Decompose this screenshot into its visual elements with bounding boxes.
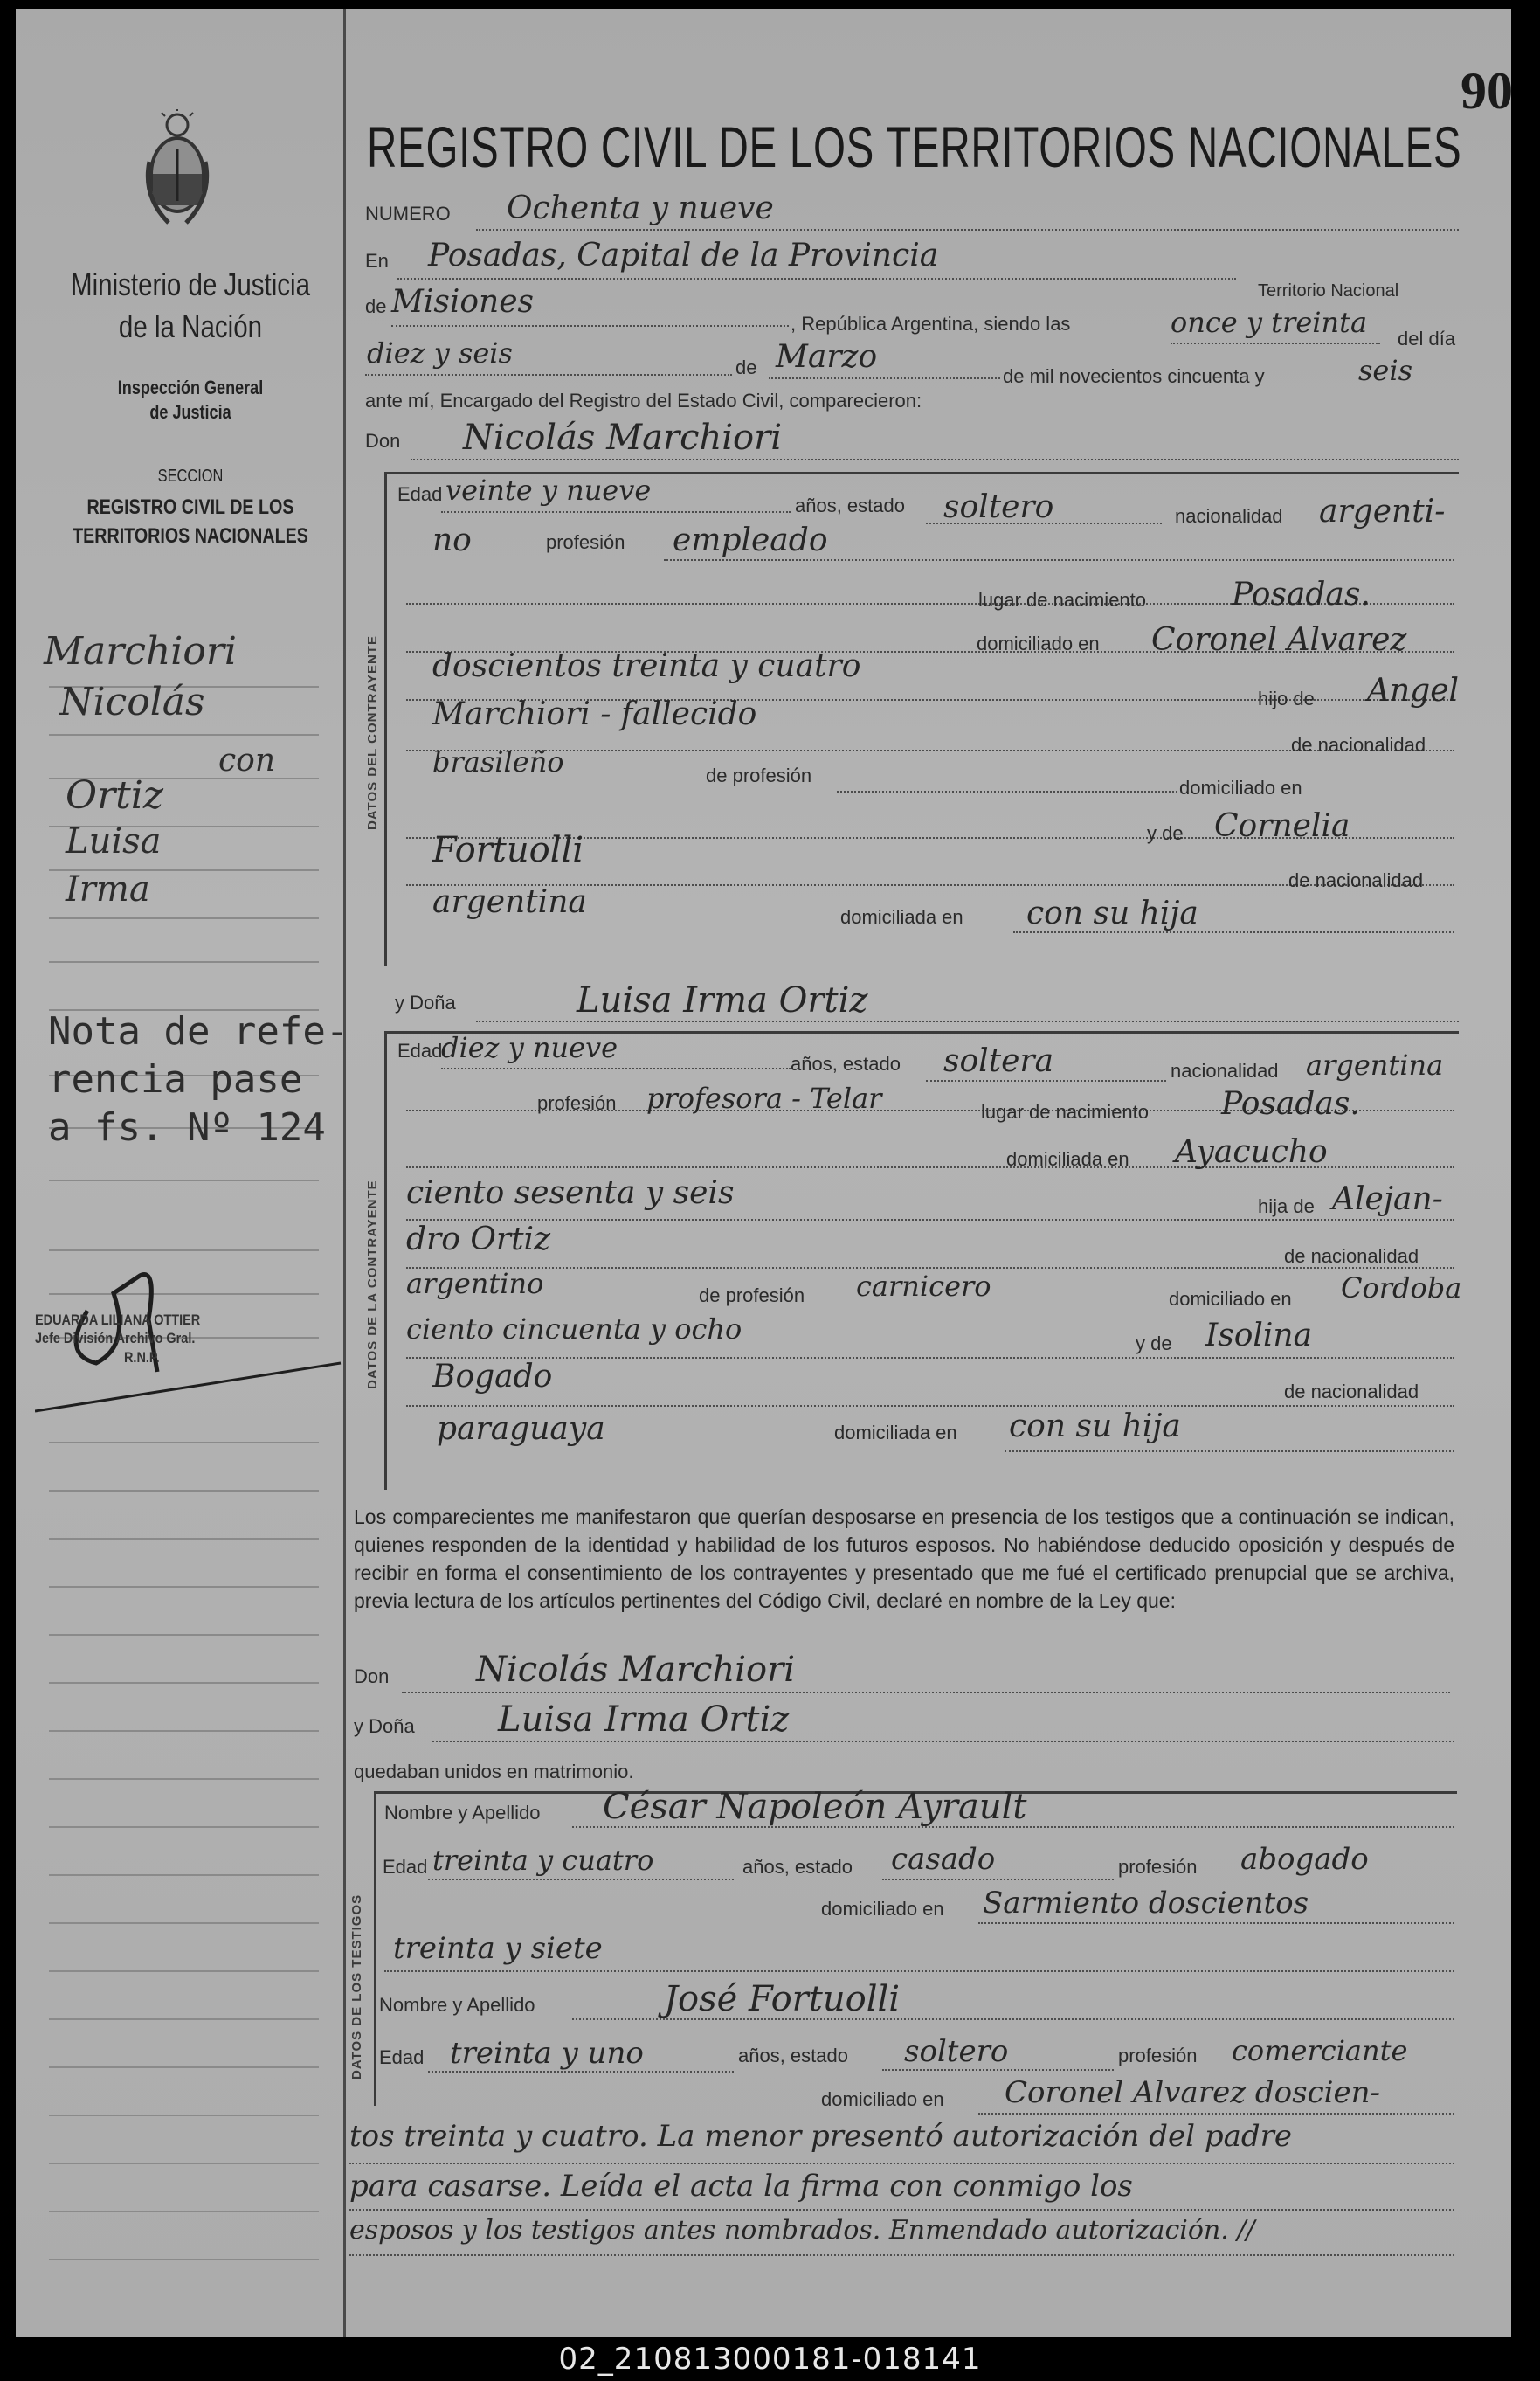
f-de-profesion: de profesión [699, 1284, 805, 1306]
ante-text: ante mí, Encargado del Registro del Estado Civil, comparecieron: [365, 390, 922, 412]
document-title: REGISTRO CIVIL DE LOS TERRITORIOS NACIONALES [367, 114, 1462, 179]
f-domicilio-value: Ayacucho [1175, 1134, 1328, 1170]
t2-anios-estado: años, estado [738, 2045, 848, 2066]
margin-name-2: Luisa [66, 821, 162, 862]
decl-dona-value: Luisa Irma Ortiz [498, 1699, 790, 1740]
c-domiciliada-en: domiciliada en [840, 906, 963, 928]
t2-edad-label: Edad [379, 2046, 425, 2068]
de-value: Misiones [391, 284, 535, 320]
t2-profesion-label: profesión [1118, 2045, 1198, 2066]
numero-label: NUMERO [365, 203, 451, 225]
ministry-name-2: de la Nación [118, 308, 263, 344]
margin-surname-1: Marchiori [44, 629, 237, 674]
t2-nombre-label: Nombre y Apellido [379, 1994, 535, 2016]
territorio-label: Territorio Nacional [1258, 281, 1399, 301]
f-nacionalidad-label: nacionalidad [1171, 1060, 1279, 1082]
hora-value: once y treinta [1171, 306, 1368, 339]
c-domicilio-label: domiciliado en [977, 633, 1100, 654]
margin-column [16, 9, 346, 2337]
del-dia-label: del día [1398, 328, 1456, 350]
t2-domiciliado-en: domiciliado en [821, 2088, 944, 2110]
closing-line-1: tos treinta y cuatro. La menor presentó autorización del padre [349, 2119, 1293, 2154]
testigos-side-label: DATOS DE LOS TESTIGOS [349, 1893, 364, 2080]
t2-prof-value: comerciante [1232, 2034, 1408, 2067]
decl-unidos: quedaban unidos en matrimonio. [354, 1761, 634, 1782]
dona-label: y Doña [395, 992, 456, 1014]
f-madre-value-2: Bogado [432, 1359, 553, 1395]
f-madre-value: Isolina [1205, 1318, 1313, 1353]
de-mes-label: de [735, 356, 757, 378]
page-number: 90 [1461, 62, 1513, 120]
c-domicilio-value: Coronel Alvarez [1151, 622, 1407, 658]
c-de-profesion: de profesión [706, 765, 812, 786]
f-edad-value: diez y nueve [441, 1031, 618, 1064]
f-padre-prof: carnicero [856, 1270, 991, 1303]
c-nacionalidad-value: argenti- [1319, 494, 1446, 529]
decl-dona-label: y Doña [354, 1715, 415, 1737]
contrayenta-side-label: DATOS DE LA CONTRAYENTE [365, 1180, 380, 1389]
c-lugar-label: lugar de nacimiento [978, 589, 1147, 611]
footer-code: 02_210813000181-018141 [558, 2342, 982, 2377]
t1-profesion-label: profesión [1118, 1856, 1198, 1878]
t1-dom-value-2: treinta y siete [393, 1931, 603, 1966]
section-label: SECCION [157, 467, 224, 486]
f-lugar-label: lugar de nacimiento [981, 1101, 1150, 1123]
closing-line-2: para casarse. Leída el acta la firma con conmigo los [349, 2169, 1133, 2204]
c-lugar-value: Posadas. [1232, 577, 1371, 613]
c-de-nacionalidad: de nacionalidad [1291, 734, 1426, 756]
f-hija-label: hija de [1258, 1195, 1315, 1217]
f-padre-dom: Cordoba [1341, 1271, 1462, 1305]
t1-anios-estado: años, estado [742, 1856, 853, 1878]
decl-don-label: Don [354, 1665, 390, 1687]
margin-note-1: Nota de refe- [48, 1009, 349, 1054]
f-padre-dom-2: ciento cincuenta y ocho [406, 1312, 742, 1346]
dia-value: diez y seis [367, 336, 513, 370]
stamp-line-2: Jefe División Archivo Gral. [35, 1330, 196, 1347]
f-de-nacionalidad: de nacionalidad [1284, 1245, 1419, 1267]
c-edad-value: veinte y nueve [445, 474, 652, 507]
t2-name-value: José Fortuolli [664, 1979, 901, 2019]
stamp-line-1: EDUARDA LILIANA OTTIER [35, 1312, 201, 1328]
inspection-label: Inspección General [117, 377, 264, 398]
c-nacionalidad-label: nacionalidad [1175, 505, 1283, 527]
t2-estado-value: soltero [904, 2034, 1009, 2069]
c-nacionalidad-value-2: no [432, 523, 472, 558]
closing-line-3: esposos y los testigos antes nombrados. Enmendado autorización. // [349, 2215, 1255, 2246]
inspection-label-2: de Justicia [149, 401, 231, 423]
f-anios-estado: años, estado [791, 1053, 901, 1075]
c-padre-value: Angel [1367, 673, 1460, 709]
anio-text: de mil novecientos cincuenta y [1003, 365, 1265, 387]
f-domicilio-value-2: ciento sesenta y seis [406, 1175, 735, 1211]
don-value: Nicolás Marchiori [463, 418, 783, 458]
c-de-nacionalidad-2: de nacionalidad [1288, 869, 1424, 891]
t1-edad-value: treinta y cuatro [432, 1844, 654, 1877]
f-madre-dom: con su hija [1009, 1409, 1181, 1444]
t1-name-value: César Napoleón Ayrault [603, 1787, 1027, 1827]
margin-note-3: a fs. Nº 124 [48, 1105, 326, 1150]
c-anios-estado: años, estado [795, 495, 905, 516]
official-stamp [35, 1311, 295, 1367]
margin-name-1: Nicolás [59, 680, 205, 724]
f-de-nacionalidad-2: de nacionalidad [1284, 1381, 1419, 1402]
c-padre-value-2: Marchiori - fallecido [432, 696, 757, 732]
f-domiciliada-en: domiciliada en [834, 1422, 957, 1443]
c-y-de: y de [1147, 822, 1184, 844]
f-estado-value: soltera [943, 1043, 1054, 1079]
coat-of-arms-icon [142, 109, 212, 232]
c-hijo-label: hijo de [1258, 688, 1315, 709]
margin-name-3: Irma [66, 869, 150, 910]
c-madre-dom: con su hija [1026, 896, 1198, 931]
f-domicilio-label: domiciliada en [1006, 1148, 1129, 1170]
c-domiciliado-en: domiciliado en [1179, 777, 1302, 799]
t1-nombre-label: Nombre y Apellido [384, 1802, 541, 1824]
numero-value: Ochenta y nueve [507, 190, 774, 226]
don-label: Don [365, 430, 401, 452]
f-nacionalidad-value: argentina [1306, 1049, 1444, 1082]
f-madre-nac: paraguaya [437, 1411, 605, 1447]
f-padre-nac: argentino [406, 1267, 544, 1300]
anio-value: seis [1358, 354, 1413, 387]
f-profesion-label: profesión [537, 1092, 617, 1114]
c-domicilio-value-2: doscientos treinta y cuatro [432, 648, 861, 684]
stamp-line-3: R.N.P. [124, 1348, 160, 1366]
t1-prof-value: abogado [1240, 1842, 1369, 1877]
f-lugar-value: Posadas. [1221, 1086, 1360, 1122]
t2-edad-value: treinta y uno [450, 2036, 644, 2071]
mes-value: Marzo [776, 339, 878, 375]
t2-dom-value: Coronel Alvarez doscien- [1005, 2075, 1381, 2110]
f-domiciliado-en: domiciliado en [1169, 1288, 1292, 1310]
f-y-de: y de [1136, 1332, 1172, 1354]
f-profesion-value: profesora - Telar [646, 1082, 882, 1115]
f-padre-value-2: dro Ortiz [406, 1222, 551, 1257]
republica-text: , República Argentina, siendo las [791, 313, 1071, 335]
dona-value: Luisa Irma Ortiz [577, 980, 868, 1021]
en-value: Posadas, Capital de la Provincia [428, 238, 939, 273]
decl-don-value: Nicolás Marchiori [476, 1650, 796, 1690]
t1-domiciliado-en: domiciliado en [821, 1898, 944, 1920]
t1-estado-value: casado [891, 1842, 996, 1877]
margin-note-2: rencia pase [48, 1057, 303, 1102]
c-padre-nac: brasileño [432, 745, 564, 779]
t1-edad-label: Edad [383, 1856, 428, 1878]
f-padre-value: Alejan- [1332, 1181, 1443, 1217]
c-estado-value: soltero [943, 489, 1054, 525]
section-name: REGISTRO CIVIL DE LOS [86, 495, 294, 519]
c-profesion-value: empleado [673, 523, 828, 558]
declaration-paragraph: Los comparecientes me manifestaron que querían desposarse en presencia de los testigos que a continuación se indican, quienes responden de la identidad y habilidad de los futuros esposos. No habiéndose deducido oposición y después de recibir en forma el consentimiento de los contrayentes y presentado que me fué el certificado prenupcial que se archiva, previa lectura de los artículos pertinentes del Código Civil, declaré en nombre de la Ley que: [354, 1505, 1454, 1612]
margin-con: con [218, 743, 276, 779]
en-label: En [365, 250, 389, 272]
t1-dom-value: Sarmiento doscientos [983, 1886, 1309, 1921]
margin-surname-2: Ortiz [66, 773, 164, 818]
c-madre-nac: argentina [432, 884, 587, 920]
ministry-name: Ministerio de Justicia [71, 266, 310, 302]
section-name-2: TERRITORIOS NACIONALES [73, 524, 308, 548]
de-label: de [365, 295, 387, 317]
contrayente-side-label: DATOS DEL CONTRAYENTE [365, 635, 380, 830]
c-profesion-label: profesión [546, 531, 625, 553]
c-madre-value: Cornelia [1214, 808, 1350, 844]
f-edad-label: Edad [397, 1040, 443, 1062]
c-edad-label: Edad [397, 483, 443, 505]
c-madre-value-2: Fortuolli [432, 830, 584, 870]
